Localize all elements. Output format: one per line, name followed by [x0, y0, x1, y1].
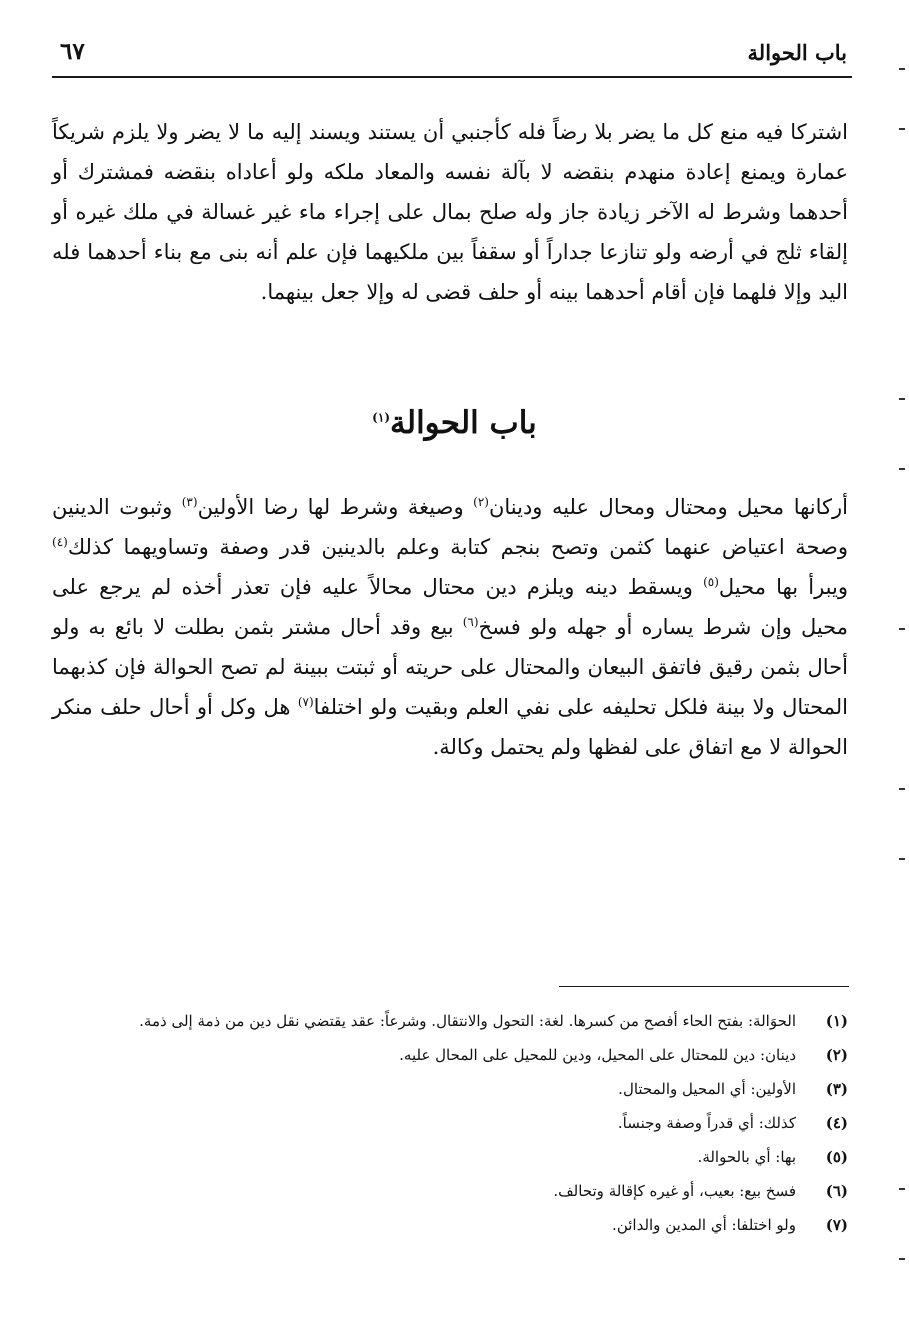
footnote-ref-4: (٤): [52, 535, 68, 549]
margin-mark: [899, 68, 905, 70]
margin-mark: [899, 788, 905, 790]
footnote-ref-1: (١): [372, 410, 390, 425]
footnote-text: ولو اختلفا: أي المدين والدائن.: [612, 1216, 796, 1234]
footnote-ref-7: (٧): [297, 695, 314, 709]
footnote-ref-3: (٣): [181, 495, 198, 509]
footnote-ref-5: (٥): [703, 575, 719, 589]
margin-mark: [899, 128, 905, 130]
text-segment: بيع وقد أحال مشتر بثمن بطلت لا بائع به ولو أحال بثمن رقيق فاتفق البيعان والمحتال على حريته أو ثبتت ببينة لم تصح الحوالة فإن كذبهما المحتال ولا بينة فلكل تحليفه على نفي العلم وبقيت ولو اختلفا: [52, 615, 849, 719]
footnote-item: [52, 1043, 848, 1067]
footnote-item: [52, 1213, 848, 1237]
footnote-text: فسخ بيع: بعيب، أو غيره كإقالة وتحالف.: [553, 1182, 796, 1200]
paragraph-hawala: [52, 487, 848, 767]
margin-mark: [899, 398, 905, 400]
footnote-number: (٤): [825, 1114, 848, 1132]
paragraph-previous-chapter: اشتركا فيه منع كل ما يضر بلا رضاً فله كأجنبي أن يستند ويسند إليه ما لا يضر ولا يلزم شريكاً عمارة ويمنع إعادة منهدم بنقضه لا بآلة نفسه والمعاد ملكه ولو أعاداه بنقضه فمشترك أو أحدهما وشرط له الآخر زيادة جاز وله صلح بمال على إجراء ماء غير غسالة في ملك غيره أو إلقاء ثلج في أرضه ولو تنازعا جداراً أو سقفاً بين ملكيهما فإن علم أنه بنى مع بناء أحدهما فله اليد وإلا فلهما فإن أقام أحدهما بينه أو حلف قضى له وإلا جعل بينهما.: [52, 120, 848, 304]
page-number: ٦٧: [60, 38, 85, 65]
margin-mark: [899, 858, 905, 860]
margin-mark: [899, 628, 905, 630]
footnote-item: [52, 1077, 848, 1101]
footnote-item: [52, 1145, 848, 1169]
running-title: باب الحوالة: [747, 40, 847, 65]
margin-mark: [899, 468, 905, 470]
chapter-heading: [0, 405, 909, 441]
header-rule: [52, 76, 852, 78]
footnote-separator: [559, 986, 849, 987]
footnote-item: [52, 1111, 848, 1135]
footnote-ref-2: (٢): [473, 495, 489, 509]
text-segment: أركانها محيل ومحتال ومحال عليه ودينان: [488, 495, 848, 519]
footnotes: [52, 1009, 848, 1247]
footnote-text: بها: أي بالحوالة.: [697, 1148, 796, 1166]
footnote-number: (١): [825, 1012, 848, 1030]
footnote-item: [52, 1009, 848, 1033]
footnote-ref-6: (٦): [462, 615, 479, 629]
margin-mark: [899, 1188, 905, 1190]
footnote-number: (٧): [825, 1216, 848, 1234]
footnote-number: (٣): [825, 1080, 848, 1098]
footnote-text: دينان: دين للمحتال على المحيل، ودين للمحيل على المحال عليه.: [399, 1046, 796, 1064]
margin-mark: [899, 1258, 905, 1260]
text-segment: وصيغة وشرط لها رضا الأولين: [197, 495, 474, 519]
footnote-text: كذلك: أي قدراً وصفة وجنساً.: [617, 1114, 796, 1132]
text-segment: ويسقط دينه ويلزم دين محتال محالاً عليه فإن تعذر أخذه لم يرجع على محيل وإن شرط يساره أو جهله ولو فسخ: [52, 575, 848, 639]
text-segment: هل وكل أو أحال حلف منكر الحوالة لا مع اتفاق على لفظها ولم يحتمل وكالة.: [52, 695, 848, 759]
footnote-text: الأولين: أي المحيل والمحتال.: [618, 1080, 796, 1098]
text-segment: ويبرأ بها محيل: [718, 575, 848, 599]
chapter-title: باب الحوالة: [390, 405, 537, 441]
footnote-number: (٢): [825, 1046, 848, 1064]
footnote-number: (٦): [825, 1182, 848, 1200]
footnote-item: [52, 1179, 848, 1203]
footnote-text: الحوَالة: بفتح الحاء أفصح من كسرها. لغة: التحول والانتقال. وشرعاً: عقد يقتضي نقل دين من ذمة إلى ذمة.: [139, 1012, 796, 1030]
text-segment: وثبوت الدينين وصحة اعتياض عنهما كثمن وتصح بنجم كتابة وعلم بالدينين قدر وصفة وتساويهما كذلك: [52, 495, 848, 559]
footnote-number: (٥): [825, 1148, 848, 1166]
